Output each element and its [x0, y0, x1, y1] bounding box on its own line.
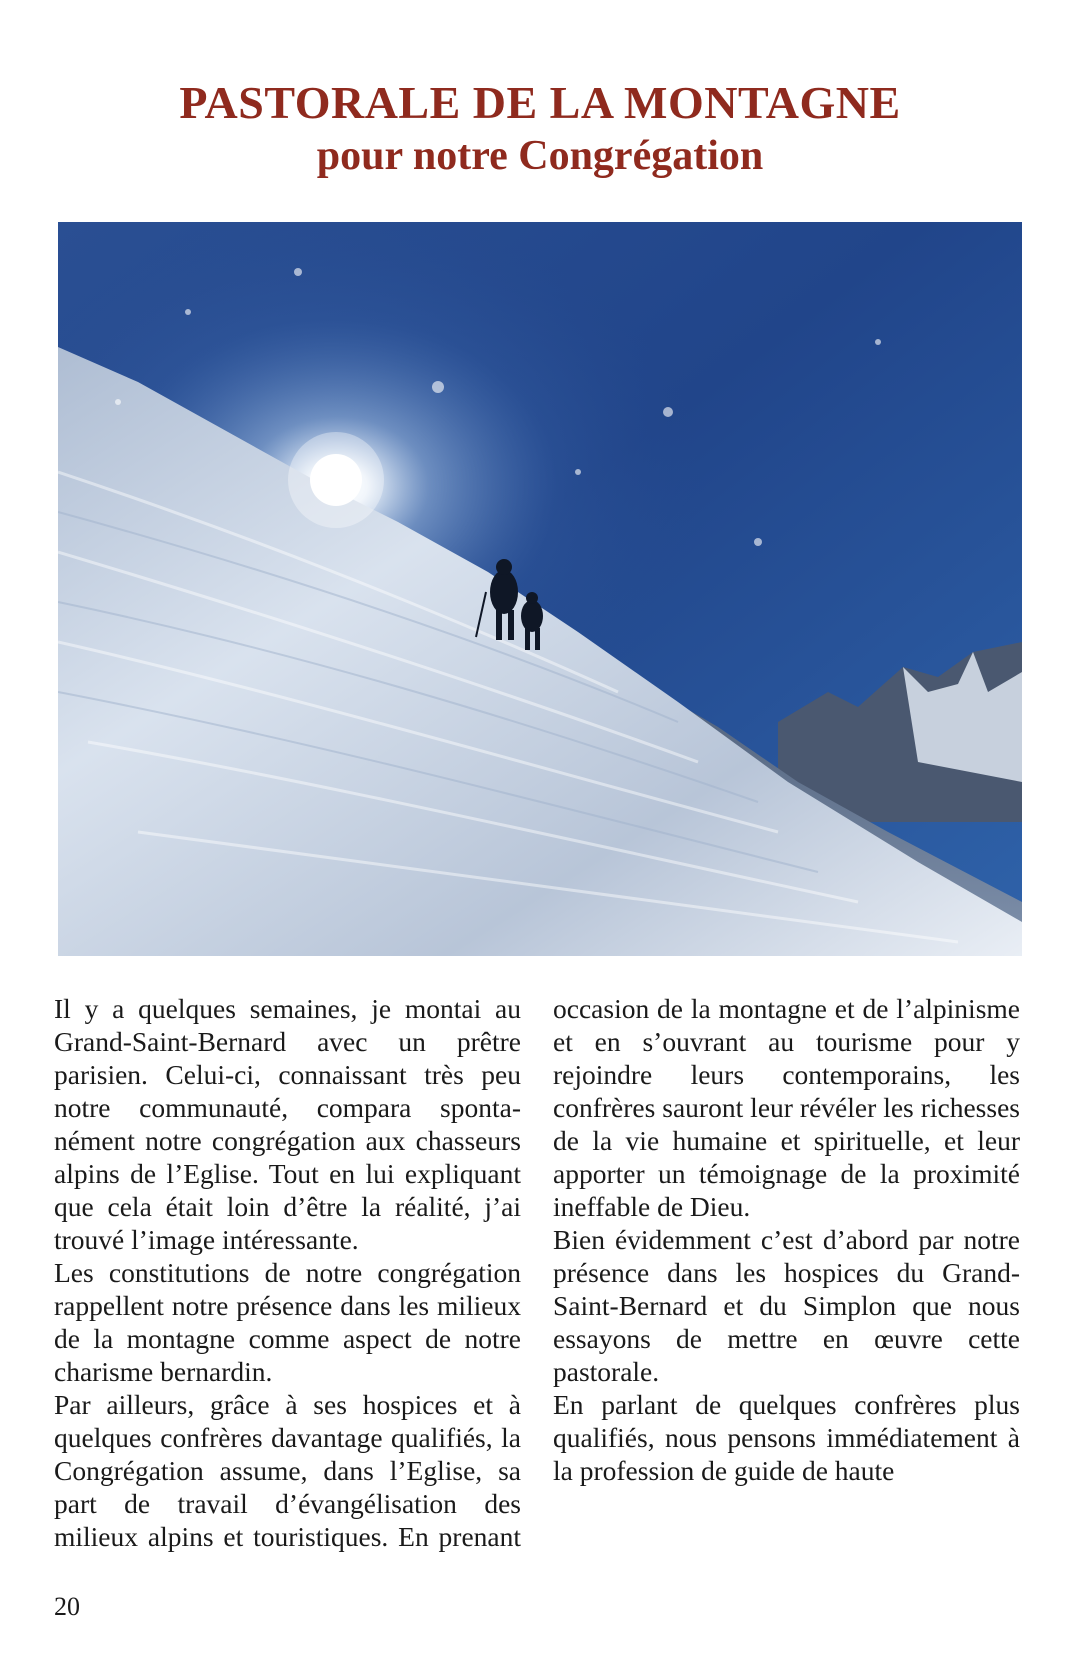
page-title: PASTORALE DE LA MONTAGNE: [179, 77, 901, 128]
paragraph: Bien évidemment c’est d’abord par notre présence dans les hospices du Grand-Saint-Bernard et du Simplon que nous essayons de mettre en œuvre cette pastorale.: [553, 1224, 1020, 1387]
paragraph: Les constitutions de notre congrégation rappellent notre présence dans les milieux de la montagne comme aspect de notre charisme bernardin.: [54, 1257, 521, 1387]
article-heading: [0, 76, 1080, 182]
page-number: 20: [54, 1592, 80, 1621]
article-body: [54, 992, 1020, 1572]
paragraph: En parlant de quelques confrères plus qualifiés, nous pensons immédiatement à la profession de guide de haute: [553, 1389, 1020, 1486]
paragraph: Il y a quelques semaines, je montai au Grand-Saint-Bernard avec un prêtre parisien. Celui-ci, connaissant très peu notre communauté, compara spontanément notre congrégation aux chasseurs alpins de l’Eglise. Tout en lui expliquant que cela était loin d’être la réalité, j’ai trouvé l’image intéressante.: [54, 993, 521, 1255]
mountain-photo-icon: [58, 222, 1022, 956]
mountain-photo: [58, 222, 1022, 956]
page-subtitle: pour notre Congrégation: [316, 133, 764, 180]
paragraph: Par ailleurs, grâce à ses hospices et à quelques confrères davantage qualifiés, la Congrégation assume, dans l’Eglise, sa part de travail d’évangélisation des milieux alpins et touristiques. En prenant occasion de la montagne et de l’alpinisme et en s’ouvrant au tourisme pour y rejoindre leurs contemporains, les confrères sauront leur révéler les richesses de la vie humaine et spirituelle, et leur apporter un témoignage de la proximité ineffable de Dieu.: [54, 993, 1020, 1552]
